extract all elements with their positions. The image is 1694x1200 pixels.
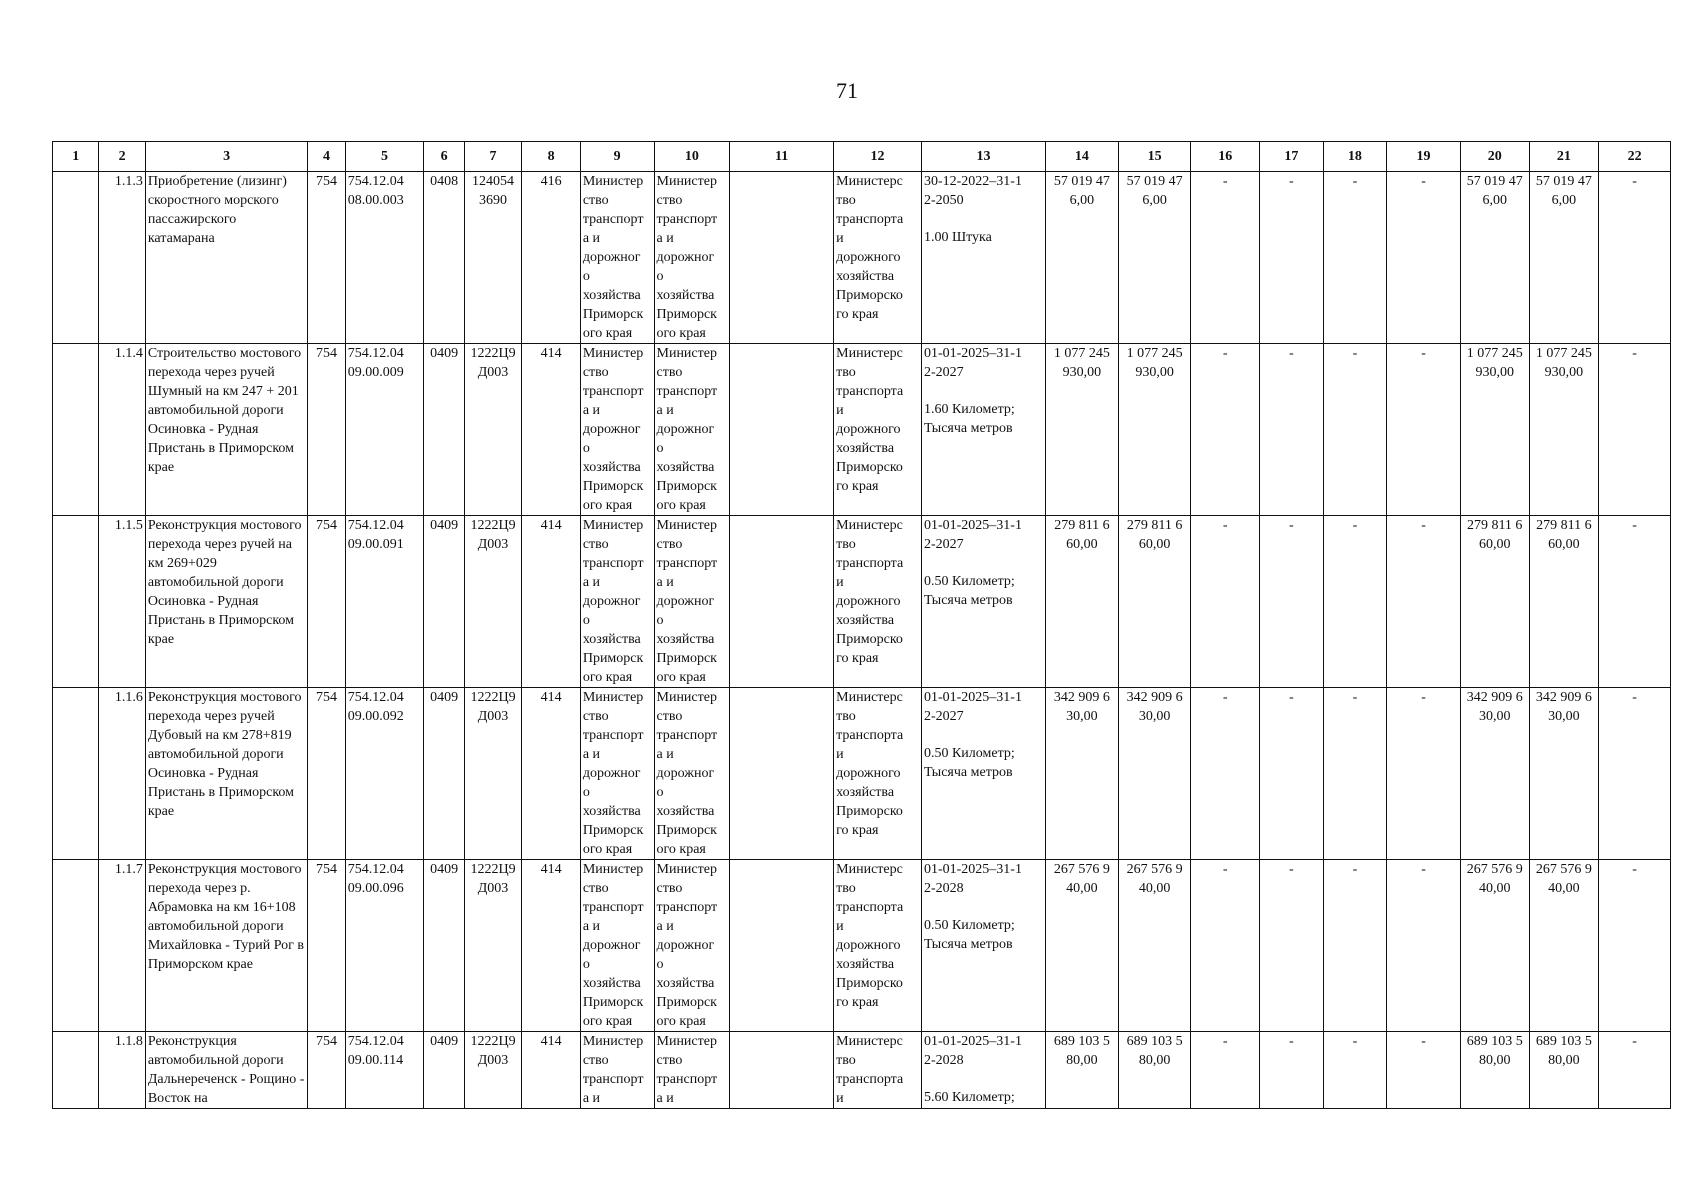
cell-col-12: Министерс тво транспорта и дорожного хозяйства Приморско го края	[834, 172, 922, 344]
cell-col-13	[921, 516, 1045, 688]
item-number: 1.1.7	[99, 860, 145, 1032]
cell-col-10: Министер ство транспорт а и дорожног о хозяйства Приморск ого края	[654, 172, 730, 344]
cell-col-10: Министер ство транспорт а и дорожног о хозяйства Приморск ого края	[654, 688, 730, 860]
item-number: 1.1.8	[99, 1032, 145, 1109]
cell-col-6: 0409	[424, 860, 464, 1032]
cell-col-13	[921, 344, 1045, 516]
cell-col-1	[53, 172, 99, 344]
cell-col-4: 754	[308, 344, 345, 516]
column-header: 9	[580, 142, 654, 172]
cell-col-14: 57 019 47 6,00	[1046, 172, 1119, 344]
cell-col-12: Министерс тво транспорта и дорожного хозяйства Приморско го края	[834, 344, 922, 516]
cell-col-8: 414	[522, 1032, 581, 1109]
column-header: 21	[1529, 142, 1599, 172]
cell-col-11	[730, 1032, 834, 1109]
column-header: 18	[1323, 142, 1387, 172]
period: 01-01-2025–31-1 2-2027	[923, 346, 1022, 380]
unit: 0.50 Километр; Тысяча метров	[923, 746, 1015, 780]
cell-col-17: -	[1260, 344, 1324, 516]
header-row	[53, 142, 1671, 172]
cell-col-6: 0409	[424, 516, 464, 688]
cell-col-6: 0409	[424, 344, 464, 516]
cell-col-10: Министер ство транспорт а и дорожног о хозяйства Приморск ого края	[654, 860, 730, 1032]
cell-col-14: 267 576 9 40,00	[1046, 860, 1119, 1032]
cell-col-4: 754	[308, 1032, 345, 1109]
unit: 0.50 Километр; Тысяча метров	[923, 918, 1015, 952]
cell-col-22: -	[1599, 172, 1671, 344]
table-row	[53, 516, 1671, 688]
period: 30-12-2022–31-1 2-2050	[923, 174, 1022, 208]
cell-col-16: -	[1191, 860, 1260, 1032]
column-header: 13	[921, 142, 1045, 172]
column-header: 16	[1191, 142, 1260, 172]
cell-col-20: 57 019 47 6,00	[1460, 172, 1529, 344]
unit: 1.60 Километр; Тысяча метров	[923, 402, 1015, 436]
cell-col-19: -	[1387, 516, 1461, 688]
column-header: 1	[53, 142, 99, 172]
table-row	[53, 1032, 1671, 1109]
cell-col-21: 342 909 6 30,00	[1529, 688, 1599, 860]
cell-col-20: 342 909 6 30,00	[1460, 688, 1529, 860]
column-header: 6	[424, 142, 464, 172]
column-header: 20	[1460, 142, 1529, 172]
cell-col-8: 414	[522, 516, 581, 688]
cell-col-16: -	[1191, 344, 1260, 516]
cell-col-20: 689 103 5 80,00	[1460, 1032, 1529, 1109]
cell-col-15: 267 576 9 40,00	[1118, 860, 1191, 1032]
cell-col-18: -	[1323, 172, 1387, 344]
cell-col-11	[730, 172, 834, 344]
cell-col-19: -	[1387, 1032, 1461, 1109]
cell-col-5: 754.12.04 09.00.114	[345, 1032, 424, 1109]
cell-col-17: -	[1260, 516, 1324, 688]
cell-col-11	[730, 516, 834, 688]
column-header: 14	[1046, 142, 1119, 172]
cell-col-15: 1 077 245 930,00	[1118, 344, 1191, 516]
cell-col-21: 1 077 245 930,00	[1529, 344, 1599, 516]
period: 01-01-2025–31-1 2-2027	[923, 690, 1022, 724]
cell-col-9: Министер ство транспорт а и дорожног о хозяйства Приморск ого края	[580, 172, 654, 344]
cell-col-4: 754	[308, 688, 345, 860]
page-number: 71	[836, 78, 858, 103]
cell-col-18: -	[1323, 344, 1387, 516]
column-header: 11	[730, 142, 834, 172]
cell-col-6: 0408	[424, 172, 464, 344]
cell-col-8: 414	[522, 344, 581, 516]
item-name: Реконструкция мостового перехода через ручей Дубовый на км 278+819 автомобильной дороги Осиновка - Рудная Пристань в Приморском крае	[145, 688, 308, 860]
cell-col-9: Министер ство транспорт а и дорожног о хозяйства Приморск ого края	[580, 688, 654, 860]
table-row	[53, 172, 1671, 344]
cell-col-4: 754	[308, 172, 345, 344]
cell-col-4: 754	[308, 516, 345, 688]
cell-col-9: Министер ство транспорт а и дорожног о хозяйства Приморск ого края	[580, 860, 654, 1032]
column-header: 7	[464, 142, 522, 172]
cell-col-13	[921, 1032, 1045, 1109]
cell-col-1	[53, 688, 99, 860]
unit: 1.00 Штука	[923, 230, 992, 245]
cell-col-9: Министер ство транспорт а и дорожног о хозяйства Приморск ого края	[580, 344, 654, 516]
cell-col-15: 342 909 6 30,00	[1118, 688, 1191, 860]
cell-col-18: -	[1323, 516, 1387, 688]
cell-col-20: 279 811 6 60,00	[1460, 516, 1529, 688]
item-number: 1.1.4	[99, 344, 145, 516]
cell-col-7: 1222Ц9 Д003	[464, 1032, 522, 1109]
cell-col-5: 754.12.04 09.00.096	[345, 860, 424, 1032]
cell-col-5: 754.12.04 09.00.092	[345, 688, 424, 860]
cell-col-21: 279 811 6 60,00	[1529, 516, 1599, 688]
cell-col-18: -	[1323, 1032, 1387, 1109]
period: 01-01-2025–31-1 2-2028	[923, 862, 1022, 896]
cell-col-9: Министер ство транспорт а и дорожног о хозяйства Приморск ого края	[580, 516, 654, 688]
cell-col-7: 1222Ц9 Д003	[464, 688, 522, 860]
cell-col-1	[53, 516, 99, 688]
cell-col-14: 279 811 6 60,00	[1046, 516, 1119, 688]
column-header: 15	[1118, 142, 1191, 172]
column-header: 5	[345, 142, 424, 172]
cell-col-7: 1222Ц9 Д003	[464, 344, 522, 516]
cell-col-12: Министерс тво транспорта и дорожного хозяйства Приморско го края	[834, 688, 922, 860]
cell-col-19: -	[1387, 688, 1461, 860]
cell-col-5: 754.12.04 08.00.003	[345, 172, 424, 344]
cell-col-13	[921, 860, 1045, 1032]
cell-col-12: Министерс тво транспорта и дорожного хозяйства Приморско го края	[834, 860, 922, 1032]
column-header: 2	[99, 142, 145, 172]
cell-col-16: -	[1191, 1032, 1260, 1109]
cell-col-22: -	[1599, 516, 1671, 688]
cell-col-21: 57 019 47 6,00	[1529, 172, 1599, 344]
column-header: 22	[1599, 142, 1671, 172]
table-body	[53, 172, 1671, 1109]
cell-col-8: 416	[522, 172, 581, 344]
cell-col-18: -	[1323, 688, 1387, 860]
cell-col-16: -	[1191, 172, 1260, 344]
cell-col-17: -	[1260, 688, 1324, 860]
cell-col-1	[53, 860, 99, 1032]
cell-col-21: 267 576 9 40,00	[1529, 860, 1599, 1032]
cell-col-15: 279 811 6 60,00	[1118, 516, 1191, 688]
cell-col-15: 57 019 47 6,00	[1118, 172, 1191, 344]
column-header: 4	[308, 142, 345, 172]
cell-col-19: -	[1387, 172, 1461, 344]
cell-col-21: 689 103 5 80,00	[1529, 1032, 1599, 1109]
table-row	[53, 688, 1671, 860]
column-header: 3	[145, 142, 308, 172]
table-row	[53, 344, 1671, 516]
cell-col-8: 414	[522, 860, 581, 1032]
cell-col-19: -	[1387, 860, 1461, 1032]
cell-col-16: -	[1191, 688, 1260, 860]
cell-col-16: -	[1191, 516, 1260, 688]
cell-col-11	[730, 688, 834, 860]
table-row	[53, 860, 1671, 1032]
cell-col-5: 754.12.04 09.00.009	[345, 344, 424, 516]
cell-col-11	[730, 344, 834, 516]
cell-col-17: -	[1260, 172, 1324, 344]
unit: 5.60 Километр;	[923, 1090, 1015, 1105]
item-number: 1.1.3	[99, 172, 145, 344]
cell-col-13	[921, 172, 1045, 344]
item-name: Реконструкция мостового перехода через ручей на км 269+029 автомобильной дороги Осиновка - Рудная Пристань в Приморском крае	[145, 516, 308, 688]
column-header: 12	[834, 142, 922, 172]
item-name: Реконструкция мостового перехода через р. Абрамовка на км 16+108 автомобильной дороги Михайловка - Турий Рог в Приморском крае	[145, 860, 308, 1032]
cell-col-22: -	[1599, 688, 1671, 860]
cell-col-9: Министер ство транспорт а и	[580, 1032, 654, 1109]
unit: 0.50 Километр; Тысяча метров	[923, 574, 1015, 608]
cell-col-22: -	[1599, 344, 1671, 516]
item-name: Строительство мостового перехода через ручей Шумный на км 247 + 201 автомобильной дороги Осиновка - Рудная Пристань в Приморском крае	[145, 344, 308, 516]
cell-col-14: 342 909 6 30,00	[1046, 688, 1119, 860]
cell-col-10: Министер ство транспорт а и дорожног о хозяйства Приморск ого края	[654, 344, 730, 516]
cell-col-5: 754.12.04 09.00.091	[345, 516, 424, 688]
cell-col-1	[53, 344, 99, 516]
cell-col-15: 689 103 5 80,00	[1118, 1032, 1191, 1109]
cell-col-7: 124054 3690	[464, 172, 522, 344]
cell-col-14: 689 103 5 80,00	[1046, 1032, 1119, 1109]
cell-col-18: -	[1323, 860, 1387, 1032]
cell-col-20: 267 576 9 40,00	[1460, 860, 1529, 1032]
cell-col-14: 1 077 245 930,00	[1046, 344, 1119, 516]
cell-col-17: -	[1260, 1032, 1324, 1109]
cell-col-10: Министер ство транспорт а и дорожног о хозяйства Приморск ого края	[654, 516, 730, 688]
cell-col-6: 0409	[424, 1032, 464, 1109]
period: 01-01-2025–31-1 2-2028	[923, 1034, 1022, 1068]
period: 01-01-2025–31-1 2-2027	[923, 518, 1022, 552]
cell-col-17: -	[1260, 860, 1324, 1032]
item-number: 1.1.5	[99, 516, 145, 688]
cell-col-1	[53, 1032, 99, 1109]
cell-col-22: -	[1599, 860, 1671, 1032]
cell-col-10: Министер ство транспорт а и	[654, 1032, 730, 1109]
column-header: 17	[1260, 142, 1324, 172]
cell-col-7: 1222Ц9 Д003	[464, 860, 522, 1032]
column-header: 19	[1387, 142, 1461, 172]
cell-col-4: 754	[308, 860, 345, 1032]
budget-table	[52, 141, 1671, 1109]
cell-col-6: 0409	[424, 688, 464, 860]
cell-col-12: Министерс тво транспорта и дорожного хозяйства Приморско го края	[834, 516, 922, 688]
item-name: Приобретение (лизинг) скоростного морского пассажирского катамарана	[145, 172, 308, 344]
cell-col-8: 414	[522, 688, 581, 860]
item-name: Реконструкция автомобильной дороги Дальнереченск - Рощино - Восток на	[145, 1032, 308, 1109]
cell-col-7: 1222Ц9 Д003	[464, 516, 522, 688]
column-header: 8	[522, 142, 581, 172]
cell-col-19: -	[1387, 344, 1461, 516]
cell-col-22: -	[1599, 1032, 1671, 1109]
cell-col-13	[921, 688, 1045, 860]
cell-col-20: 1 077 245 930,00	[1460, 344, 1529, 516]
column-header: 10	[654, 142, 730, 172]
cell-col-12: Министерс тво транспорта и	[834, 1032, 922, 1109]
item-number: 1.1.6	[99, 688, 145, 860]
cell-col-11	[730, 860, 834, 1032]
